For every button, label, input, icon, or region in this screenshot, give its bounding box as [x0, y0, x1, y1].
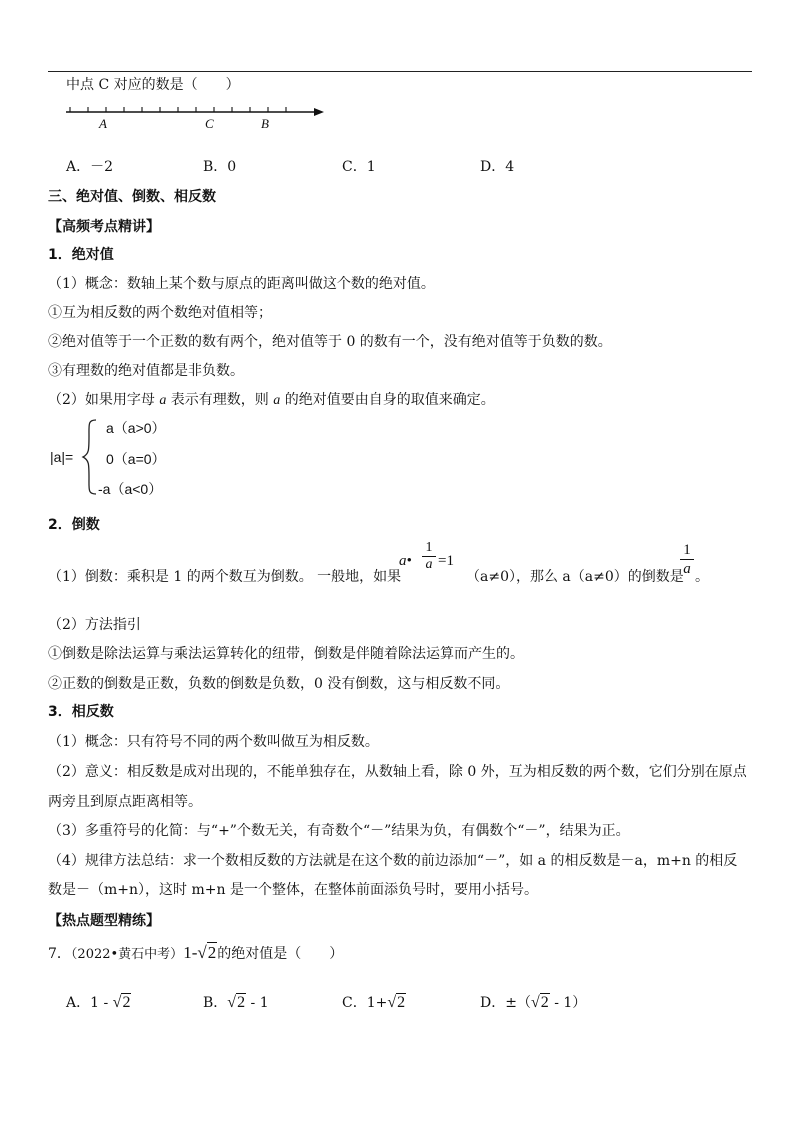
- paragraph: （a≠0），那么 a（a≠0）的倒数是: [466, 569, 684, 585]
- option-c: C．1: [342, 159, 376, 175]
- paragraph: （2）意义：相反数是成对出现的，不能单独存在，从数轴上看，除 0 外，互为相反数的两个数，它们分别在原点: [48, 764, 747, 780]
- paragraph: 数是－（m+n），这时 m+n 是一个整体，在整体前面添负号时，要用小括号。: [48, 882, 538, 898]
- paragraph: （3）多重符号的化简：与“+”个数无关，有奇数个“－”结果为负，有偶数个“－”，结果为正。: [48, 823, 630, 839]
- piece-case-positive: a（a>0）: [106, 420, 166, 436]
- abs-lhs: |a|=: [50, 449, 74, 465]
- sqrt: √2: [197, 943, 217, 962]
- heading-reciprocal: 2．倒数: [48, 517, 100, 533]
- option-d: D．4: [480, 159, 515, 175]
- piece-case-zero: 0（a=0）: [106, 451, 166, 467]
- piece-case-negative: -a（a<0）: [98, 481, 163, 497]
- fraction: $\frac{1}{a}$: [422, 540, 436, 573]
- paragraph: ②绝对值等于一个正数的数有两个，绝对值等于 0 的数有一个，没有绝对值等于负数的数。: [48, 334, 612, 350]
- paragraph: ③有理数的绝对值都是非负数。: [48, 363, 244, 379]
- question-source: （2022•黄石中考）: [70, 947, 184, 962]
- question-stem: 中点 C 对应的数是（ ）: [66, 77, 240, 93]
- option-b: B．√2 - 1: [203, 994, 269, 1011]
- paragraph: （1）概念：数轴上某个数与原点的距离叫做这个数的绝对值。: [48, 276, 435, 292]
- subsection-heading: 【高频考点精讲】: [48, 219, 160, 235]
- paragraph: 两旁且到原点距离相等。: [48, 794, 202, 810]
- heading-absolute-value: 1．绝对值: [48, 247, 114, 263]
- header-rule: [48, 71, 752, 72]
- paragraph: ②正数的倒数是正数，负数的倒数是负数，0 没有倒数，这与相反数不同。: [48, 676, 510, 692]
- paragraph: （2）如果用字母 a 表示有理数，则 a 的绝对值要由自身的取值来确定。: [48, 392, 495, 408]
- formula-equals: =1: [438, 553, 454, 569]
- question-7: 7．（2022•黄石中考）1-√2的绝对值是（ ）: [48, 943, 344, 962]
- option-a: A．1 - √2: [66, 994, 131, 1011]
- paragraph: （2）方法指引: [48, 617, 141, 633]
- formula: a•: [399, 553, 412, 569]
- subsection-heading: 【热点题型精练】: [48, 913, 160, 929]
- option-d: D．±（√2 - 1）: [480, 994, 587, 1011]
- option-b: B．0: [203, 159, 237, 175]
- paragraph: （4）规律方法总结：求一个数相反数的方法就是在这个数的前边添加“－”，如 a 的相反数是－a，m+n 的相反: [48, 853, 738, 869]
- paragraph: ①倒数是除法运算与乘法运算转化的纽带，倒数是伴随着除法运算而产生的。: [48, 646, 524, 662]
- heading-opposite: 3．相反数: [48, 704, 114, 720]
- section-title: 三、绝对值、倒数、相反数: [48, 189, 216, 205]
- option-a: A．－2: [66, 159, 114, 175]
- point-c-label: C: [205, 116, 214, 131]
- point-a-label: A: [99, 116, 107, 131]
- paragraph: ①互为相反数的两个数绝对值相等；: [48, 305, 272, 321]
- option-c: C．1+√2: [342, 994, 406, 1011]
- punctuation: 。: [695, 569, 709, 585]
- left-brace: [80, 418, 100, 496]
- point-b-label: B: [261, 116, 269, 131]
- paragraph: （1）概念：只有符号不同的两个数叫做互为相反数。: [48, 734, 379, 750]
- fraction: $\frac{1}{a}$: [680, 541, 694, 578]
- question-number: 7．: [48, 946, 71, 962]
- paragraph: （1）倒数：乘积是 1 的两个数互为倒数。 一般地，如果: [48, 569, 402, 585]
